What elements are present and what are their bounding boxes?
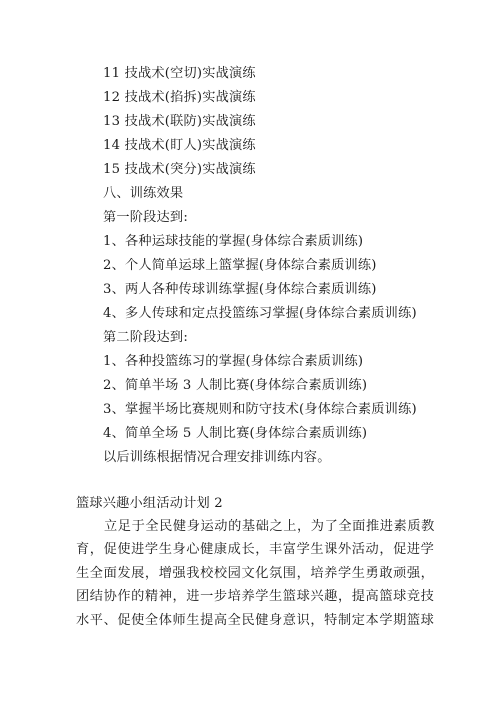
- list-item: 3、两人各种传球训练掌握(身体综合素质训练): [103, 282, 377, 297]
- list-item: 12 技战术(掐拆)实战演练: [103, 90, 256, 105]
- paragraph-line: 水平、促使全体师生提高全民健身意识，特制定本学期篮球: [76, 612, 435, 628]
- list-item: 1、各种运球技能的掌握(身体综合素质训练): [103, 234, 364, 249]
- section-heading: 八、训练效果: [103, 186, 184, 201]
- stage2-heading: 第二阶段达到:: [103, 330, 188, 345]
- list-item: 14 技战术(盯人)实战演练: [103, 138, 256, 153]
- list-item: 4、多人传球和定点投篮练习掌握(身体综合素质训练): [103, 306, 417, 321]
- paragraph-line: 团结协作的精神，进一步培养学生篮球兴趣，提高篮球竞技: [76, 589, 435, 605]
- list-item: 2、简单半场 3 人制比赛(身体综合素质训练): [103, 378, 368, 393]
- list-item: 11 技战术(空切)实战演练: [103, 66, 256, 81]
- list-item: 15 技战术(突分)实战演练: [103, 162, 256, 177]
- paragraph-line: 立足于全民健身运动的基础之上，为了全面推进素质教: [104, 519, 435, 534]
- paragraph-line: 生全面发展，增强我校校园文化氛围，培养学生勇敢顽强，: [76, 565, 435, 581]
- list-item: 2、个人简单运球上篮掌握(身体综合素质训练): [103, 258, 377, 273]
- doc2-title: 篮球兴趣小组活动计划 2: [76, 496, 223, 511]
- list-item: 4、简单全场 5 人制比赛(身体综合素质训练): [103, 426, 368, 441]
- stage1-heading: 第一阶段达到:: [103, 210, 188, 225]
- list-item: 13 技战术(联防)实战演练: [103, 114, 256, 129]
- closing-line: 以后训练根据情况合理安排训练内容。: [103, 450, 331, 465]
- paragraph-line: 育，促使进学生身心健康成长，丰富学生课外活动，促进学: [76, 542, 435, 558]
- list-item: 3、掌握半场比赛规则和防守技术(身体综合素质训练): [103, 402, 417, 417]
- list-item: 1、各种投篮练习的掌握(身体综合素质训练): [103, 354, 364, 369]
- doc2-paragraph: [76, 515, 435, 632]
